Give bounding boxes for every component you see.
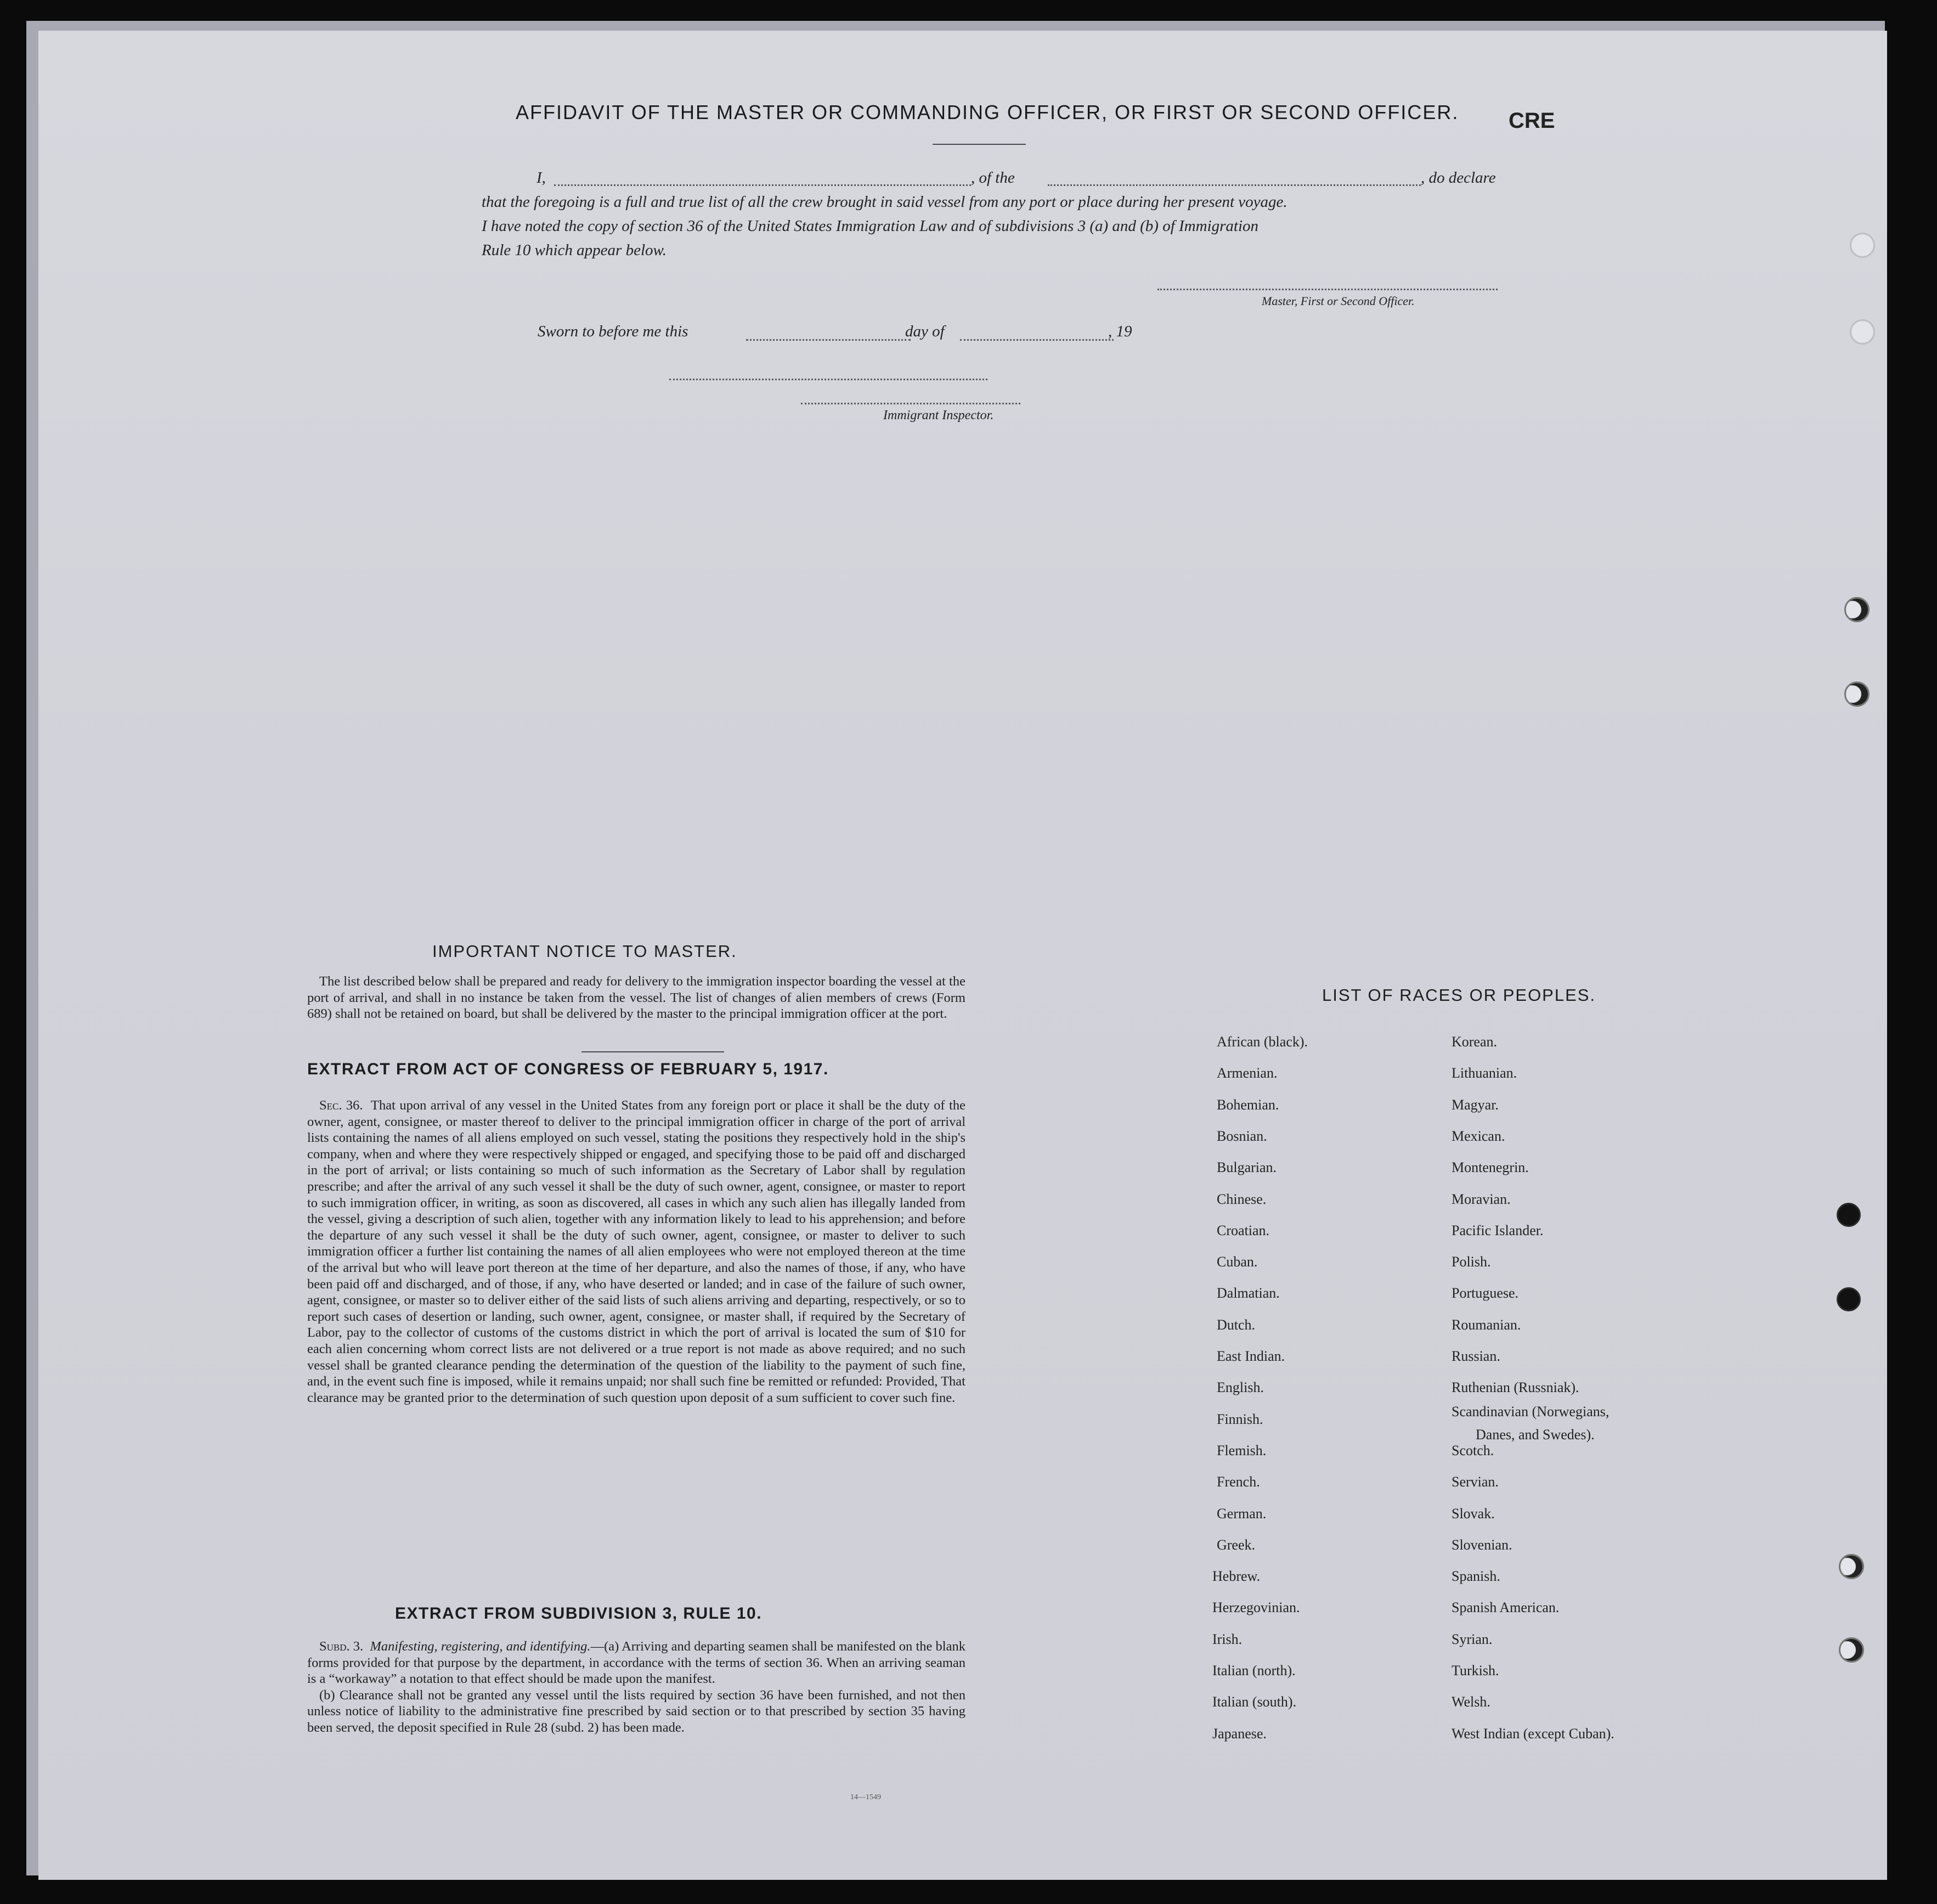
binder-hole <box>1837 1203 1861 1227</box>
title-rule <box>933 144 1026 145</box>
race-item: Pacific Islander. <box>1452 1222 1544 1238</box>
race-item: Chinese. <box>1217 1191 1267 1207</box>
notice-paragraph: The list described below shall be prepared and ready for delivery to the immigration inspector boarding the vessel at the port of arrival, and shall in no instance be taken from the vessel. The list of changes of alien members of crews (Form 689) shall not be retained on board, but shall be delivered by the master to the principal immigration officer at the port. <box>307 974 965 1022</box>
notice-title: IMPORTANT NOTICE TO MASTER. <box>432 942 737 961</box>
document-page <box>38 31 1887 1880</box>
race-item: Polish. <box>1452 1254 1491 1270</box>
sworn-prefix: Sworn to before me this <box>538 323 688 340</box>
race-item: Korean. <box>1452 1034 1498 1050</box>
race-item: Montenegrin. <box>1452 1159 1529 1176</box>
race-item: Russian. <box>1452 1348 1500 1364</box>
race-item: Dutch. <box>1217 1316 1256 1333</box>
name-blank <box>554 184 971 186</box>
declaration-do-declare: , do declare <box>1421 169 1496 187</box>
signature-blank <box>1157 289 1498 290</box>
race-item: Scotch. <box>1452 1442 1494 1458</box>
vessel-blank <box>1048 184 1421 186</box>
race-item: Spanish American. <box>1452 1599 1560 1616</box>
race-item: Turkish. <box>1452 1663 1499 1678</box>
race-item: Magyar. <box>1452 1096 1499 1113</box>
act-text <box>307 1097 965 1406</box>
rule-title: EXTRACT FROM SUBDIVISION 3, RULE 10. <box>395 1604 763 1623</box>
race-item: Herzegovinian. <box>1212 1599 1300 1616</box>
race-item: Danes, and Swedes). <box>1476 1426 1595 1443</box>
race-item: Italian (north). <box>1212 1663 1296 1678</box>
binder-hole <box>1850 319 1875 345</box>
race-item: Bulgarian. <box>1217 1159 1277 1176</box>
race-item: Hebrew. <box>1212 1568 1261 1585</box>
race-item: Flemish. <box>1217 1442 1267 1458</box>
affidavit-title: AFFIDAVIT OF THE MASTER OR COMMANDING OFFICER, OR FIRST OR SECOND OFFICER. <box>516 101 1459 123</box>
act-title: EXTRACT FROM ACT OF CONGRESS OF FEBRUARY 5, 1917. <box>307 1060 829 1078</box>
races-title: LIST OF RACES OR PEOPLES. <box>1322 985 1596 1005</box>
rule-text-a: —(a) Arriving and departing seamen shall be manifested on the blank forms provided for that purpose by the department, in accordance with the terms of section 36. When an arriving seaman is a “workaway” a notation to that effect should be made upon the manifest. <box>307 1639 965 1687</box>
inspector-blank-1 <box>669 379 987 380</box>
race-item: Roumanian. <box>1452 1316 1521 1333</box>
act-paragraph: That upon arrival of any vessel in the United States from any foreign port or place it shall be the duty of the owner, agent, consignee, or master thereof to deliver to the principal immigration officer in charge of the port of arrival lists containing the names of all aliens employed on such vessel, stating the positions they respectively hold in the ship's company, when and where they were respectively shipped or engaged, and specifying those to be paid off and discharged in the port of arrival; or lists containing so much of such information as the Secretary of Labor shall by regulation prescribe; and after the arrival of any such vessel it shall be the duty of such owner, agent, consignee, or master to report to such immigration officer, in writing, as soon as discovered, all cases in which any such alien has illegally landed from the vessel, giving a description of such alien, together with any information likely to lead to his apprehension; and before the departure of any such vessel it shall be the duty of such owner, agent, consignee, or master to deliver to such immigration officer a further list containing the names of all alien employees who were not employed thereon at the time of the arrival but who will leave port thereon at the time of her departure, and also the names of those, if any, who have been paid off and discharged, and of those, if any, who have deserted or landed; and in case of the failure of such owner, agent, consignee, or master so to deliver either of the said lists of such aliens arriving and departing, respectively, or so to report such cases of desertion or landing, such owner, agent, consignee, or master shall, if required by the Secretary of Labor, pay to the collector of customs of the customs district in which the port of arrival is located the sum of $10 for each alien concerning whom correct lists are not delivered or a true report is not made as above required; and no such vessel shall be granted clearance pending the determination of the question of the liability to the payment of such fine, and, in the event such fine is imposed, while it remains unpaid; nor shall such fine be remitted or refunded: Provided, That clearance may be granted prior to the determination of such question upon deposit of a sum sufficient to cover such fine. <box>307 1098 965 1405</box>
race-item: Slovak. <box>1452 1505 1495 1522</box>
race-item: Croatian. <box>1217 1222 1270 1238</box>
declaration-of-the: , of the <box>971 169 1015 187</box>
race-item: Bohemian. <box>1217 1096 1279 1113</box>
race-item: English. <box>1217 1379 1264 1396</box>
notice-rule <box>581 1051 724 1052</box>
race-item: Greek. <box>1217 1536 1256 1553</box>
act-section-label: Sec. 36. <box>319 1098 363 1113</box>
binder-hole <box>1837 1287 1861 1311</box>
declaration-line-2: that the foregoing is a full and true list of all the crew brought in said vessel from any port or place during her present voyage. <box>482 193 1287 211</box>
declaration-i: I, <box>537 169 546 187</box>
race-item: Servian. <box>1452 1474 1499 1490</box>
rule-text-b: (b) Clearance shall not be granted any vessel until the lists required by section 36 have been furnished, and not then unless notice of liability to the administrative fine prescribed by said section or to that prescribed by section 35 having been served, the deposit specified in Rule 28 (subd. 2) has been made. <box>307 1687 965 1735</box>
race-item: Syrian. <box>1452 1631 1493 1647</box>
signature-label: Master, First or Second Officer. <box>1262 294 1415 308</box>
sworn-day-of: day of <box>905 323 945 340</box>
binder-hole <box>1850 233 1875 258</box>
sworn-year: , 19 <box>1108 323 1132 340</box>
race-item: Bosnian. <box>1217 1128 1267 1144</box>
inspector-blank-2 <box>801 403 1020 404</box>
sworn-day-blank <box>746 339 911 341</box>
race-item: Italian (south). <box>1212 1694 1297 1710</box>
rule-subd-label: Subd. 3. <box>319 1639 364 1654</box>
race-item: East Indian. <box>1217 1348 1285 1364</box>
binder-hole <box>1844 681 1870 707</box>
race-item: Cuban. <box>1217 1254 1258 1270</box>
race-item: Irish. <box>1212 1631 1243 1647</box>
race-item: African (black). <box>1217 1034 1308 1050</box>
binder-hole <box>1839 1554 1864 1579</box>
rule-text <box>307 1638 965 1736</box>
race-item: Ruthenian (Russniak). <box>1452 1379 1579 1396</box>
race-item: Spanish. <box>1452 1568 1500 1585</box>
inspector-label: Immigrant Inspector. <box>883 408 994 423</box>
race-item: French. <box>1217 1474 1260 1490</box>
race-item: West Indian (except Cuban). <box>1452 1725 1614 1742</box>
race-item: Armenian. <box>1217 1065 1278 1081</box>
race-item: Slovenian. <box>1452 1536 1512 1553</box>
binder-hole <box>1844 597 1870 622</box>
declaration-line-3: I have noted the copy of section 36 of the United States Immigration Law and of subdivisions 3 (a) and (b) of Immigration <box>482 217 1259 235</box>
race-item: Moravian. <box>1452 1191 1511 1207</box>
bleed-through-heading <box>357 123 368 161</box>
race-item: Welsh. <box>1452 1694 1490 1710</box>
binder-hole <box>1839 1637 1864 1663</box>
declaration-line-4: Rule 10 which appear below. <box>482 241 667 259</box>
race-item: Dalmatian. <box>1217 1285 1280 1302</box>
race-item: Lithuanian. <box>1452 1065 1517 1081</box>
race-item: Mexican. <box>1452 1128 1505 1144</box>
rule-subd-heading: Manifesting, registering, and identifying. <box>370 1639 591 1654</box>
race-item: Portuguese. <box>1452 1285 1519 1302</box>
race-item: Scandinavian (Norwegians, <box>1452 1403 1610 1419</box>
race-item: Japanese. <box>1212 1725 1267 1742</box>
form-number: 14—1549 <box>850 1793 881 1801</box>
torn-heading-fragment: CRE <box>1509 109 1555 133</box>
race-item: Finnish. <box>1217 1411 1263 1427</box>
race-item: German. <box>1217 1505 1267 1522</box>
notice-text <box>307 973 965 1022</box>
sworn-month-blank <box>960 339 1114 341</box>
